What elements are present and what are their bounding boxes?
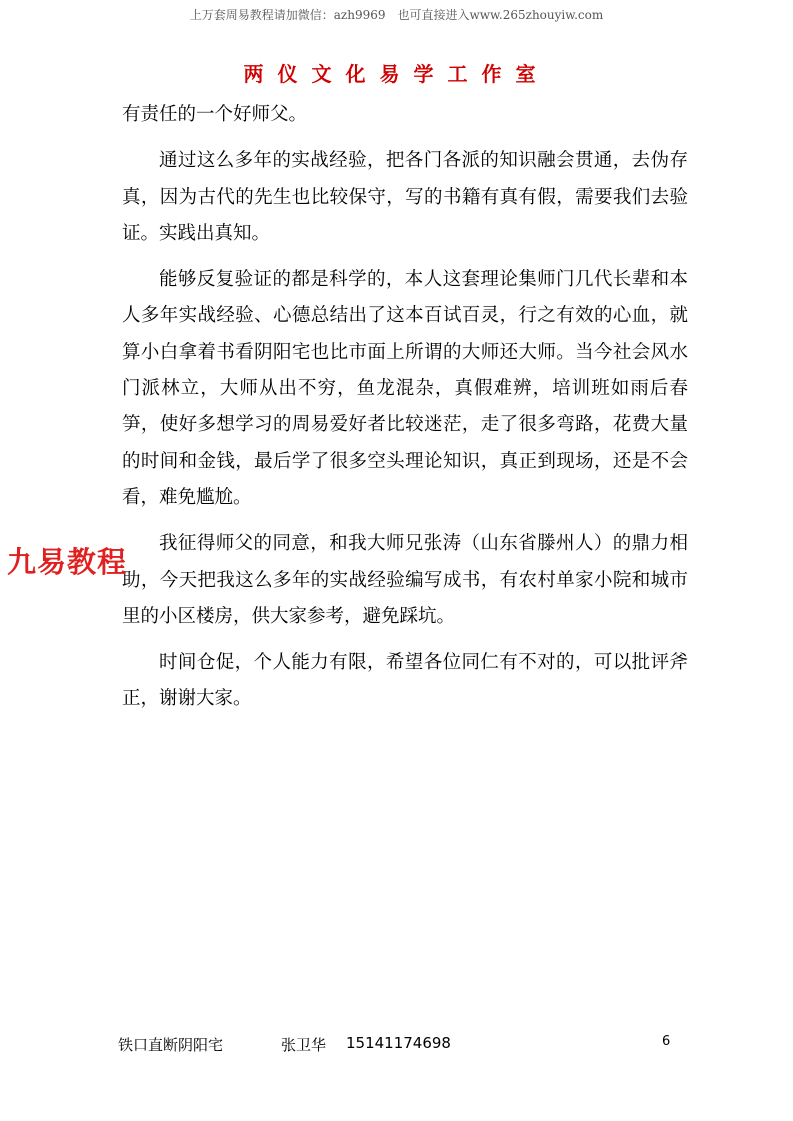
studio-title: 两仪文化易学工作室: [243, 62, 550, 86]
top-contact-note: 上万套周易教程请加微信：azh9969 也可直接进入www.265zhouyiw.com: [189, 8, 604, 22]
footer-phone: 15141174698: [346, 1034, 451, 1052]
footer-author: 张卫华: [281, 1036, 327, 1054]
watermark-logo: 九易教程: [7, 545, 128, 579]
footer-book-title: 铁口直断阴阳宅: [118, 1036, 224, 1054]
body-text: [122, 97, 688, 718]
paragraph: 能够反复验证的都是科学的，本人这套理论集师门几代长辈和本人多年实战经验、心德总结出了这本百试百灵，行之有效的心血，就算小白拿着书看阴阳宅也比市面上所谓的大师还大师。当今社会风水门派林立，大师从出不穷，鱼龙混杂，真假难辨，培训班如雨后春笋，使好多想学习的周易爱好者比较迷茫，走了很多弯路，花费大量的时间和金钱，最后学了很多空头理论知识，真正到现场，还是不会看，难免尴尬。: [122, 269, 688, 508]
paragraph: 时间仓促，个人能力有限，希望各位同仁有不对的，可以批评斧正，谢谢大家。: [122, 652, 688, 710]
paragraph: 通过这么多年的实战经验，把各门各派的知识融会贯通，去伪存真，因为古代的先生也比较保守，写的书籍有真有假，需要我们去验证。实践出真知。: [122, 150, 688, 244]
paragraph-continued: 有责任的一个好师父。: [122, 104, 308, 125]
paragraph: 我征得师父的同意，和我大师兄张涛（山东省滕州人）的鼎力相助，今天把我这么多年的实战经验编写成书，有农村单家小院和城市里的小区楼房，供大家参考，避免踩坑。: [122, 533, 688, 627]
page-number: 6: [662, 1034, 671, 1049]
